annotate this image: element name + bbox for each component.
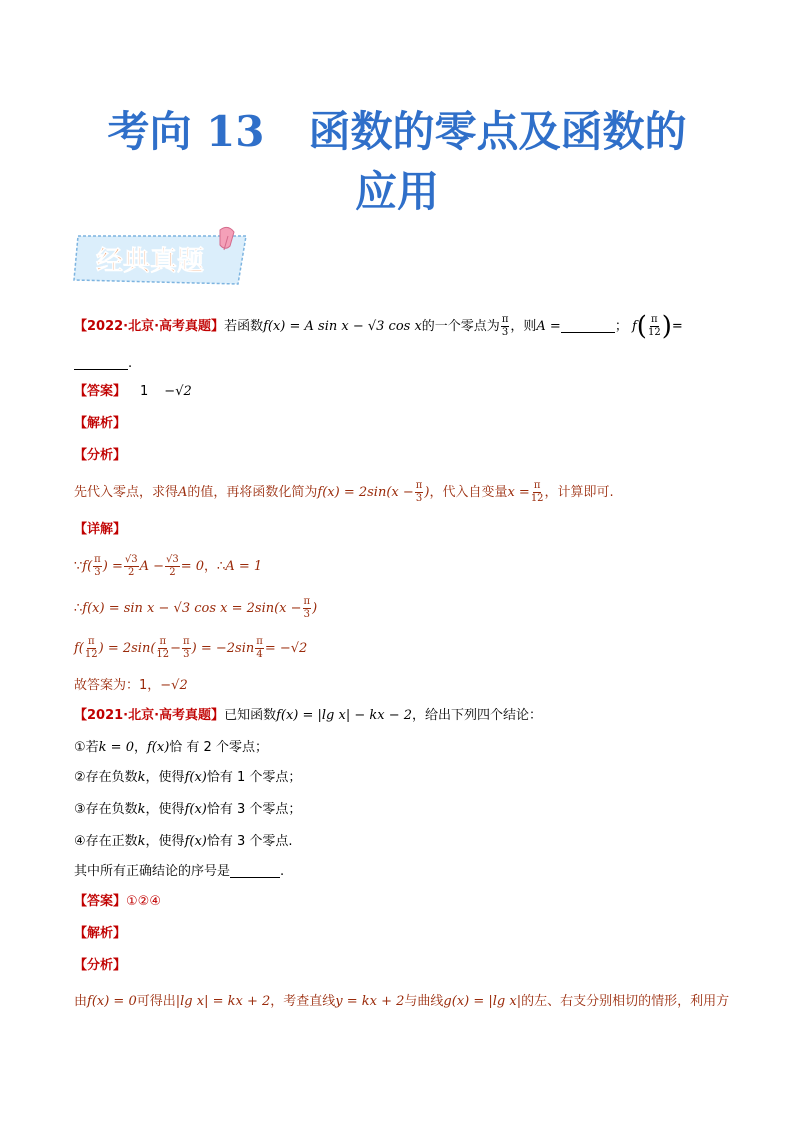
question-1-tail: . bbox=[74, 354, 132, 374]
solution-step-3: f( $\frac{\pi}{12}$ ) = 2sin( $\frac{\pi}{12}$ − $\frac{\pi}{3}$ ) = −2sin $\frac{\pi}{4}$ = −√2 bbox=[74, 636, 308, 660]
conclusion-item: ①若k = 0，f(x)恰 有 2 个零点； bbox=[74, 740, 268, 755]
answer-blank bbox=[74, 355, 128, 370]
analysis-2: 由f(x) = 0可得出|lg x| = kx + 2，考查直线y = kx + 2与曲线g(x) = |lg x|的左、右支分别相切的情形，利用方 bbox=[74, 994, 730, 1009]
analysis-1: 先代入零点，求得A的值，再将函数化简为f(x) = 2sin(x − $\frac{\pi}{3}$ )，代入自变量x = $\frac{\pi}{12}$ ，计算即可. bbox=[74, 480, 614, 504]
fraction: $\frac{\pi}{3}$ bbox=[501, 314, 509, 338]
section-badge-text: 经典真题 bbox=[96, 246, 204, 277]
answer-2: 【答案】①②④ bbox=[74, 894, 161, 909]
fraction: $\frac{\pi}{3}$ bbox=[415, 480, 423, 504]
jiexi-label-1: 【解析】 bbox=[74, 416, 127, 431]
conclusion-item: ④存在正数k，使得f(x)恰有 3 个零点. bbox=[74, 834, 293, 849]
math-function: f(x) = A sin x − √3 cos x bbox=[263, 319, 422, 334]
answer-blank bbox=[230, 863, 280, 878]
xiangjie-label-1: 【详解】 bbox=[74, 522, 127, 537]
conclusion-item: ③存在负数k，使得f(x)恰有 3 个零点； bbox=[74, 802, 302, 817]
final-answer-1: 故答案为：1，−√2 bbox=[74, 678, 188, 693]
fenxi-label-2: 【分析】 bbox=[74, 958, 127, 973]
question-1: 【2022·北京·高考真题】若函数f(x) = A sin x − √3 cos x的一个零点为 $\frac{\pi}{3}$ ，则A = ； f( $\frac{\pi}{12}$ )= bbox=[74, 311, 683, 342]
question-2-ask: 其中所有正确结论的序号是 . bbox=[74, 864, 285, 879]
solution-step-2: ∴f(x) = sin x − √3 cos x = 2sin(x − $\frac{\pi}{3}$ ) bbox=[74, 596, 318, 620]
answer-1: 【答案】 1 −√2 bbox=[74, 384, 192, 399]
answer-blank bbox=[561, 318, 615, 333]
question-2-tag: 【2021·北京·高考真题】 bbox=[74, 708, 225, 723]
fenxi-label-1: 【分析】 bbox=[74, 448, 127, 463]
solution-step-1: ∵f( $\frac{\pi}{3}$ ) = $\frac{√3}{2}$ A − $\frac{√3}{2}$ = 0，∴A = 1 bbox=[74, 554, 263, 578]
question-1-tag: 【2022·北京·高考真题】 bbox=[74, 319, 225, 334]
jiexi-label-2: 【解析】 bbox=[74, 926, 127, 941]
conclusion-item: ②存在负数k，使得f(x)恰有 1 个零点； bbox=[74, 770, 302, 785]
page-title-line1 bbox=[0, 106, 794, 158]
fraction: $\frac{\pi}{12}$ bbox=[647, 314, 661, 338]
title-topic-text: 函数的零点及函数的 bbox=[308, 107, 687, 156]
fraction: $\frac{\pi}{12}$ bbox=[530, 480, 544, 504]
page-title-line2: 应用 bbox=[354, 167, 439, 216]
question-2: 【2021·北京·高考真题】已知函数f(x) = |lg x| − kx − 2，给出下列四个结论： bbox=[74, 708, 543, 723]
title-topic-number: 考向 13 bbox=[107, 107, 265, 156]
section-badge bbox=[70, 226, 260, 290]
